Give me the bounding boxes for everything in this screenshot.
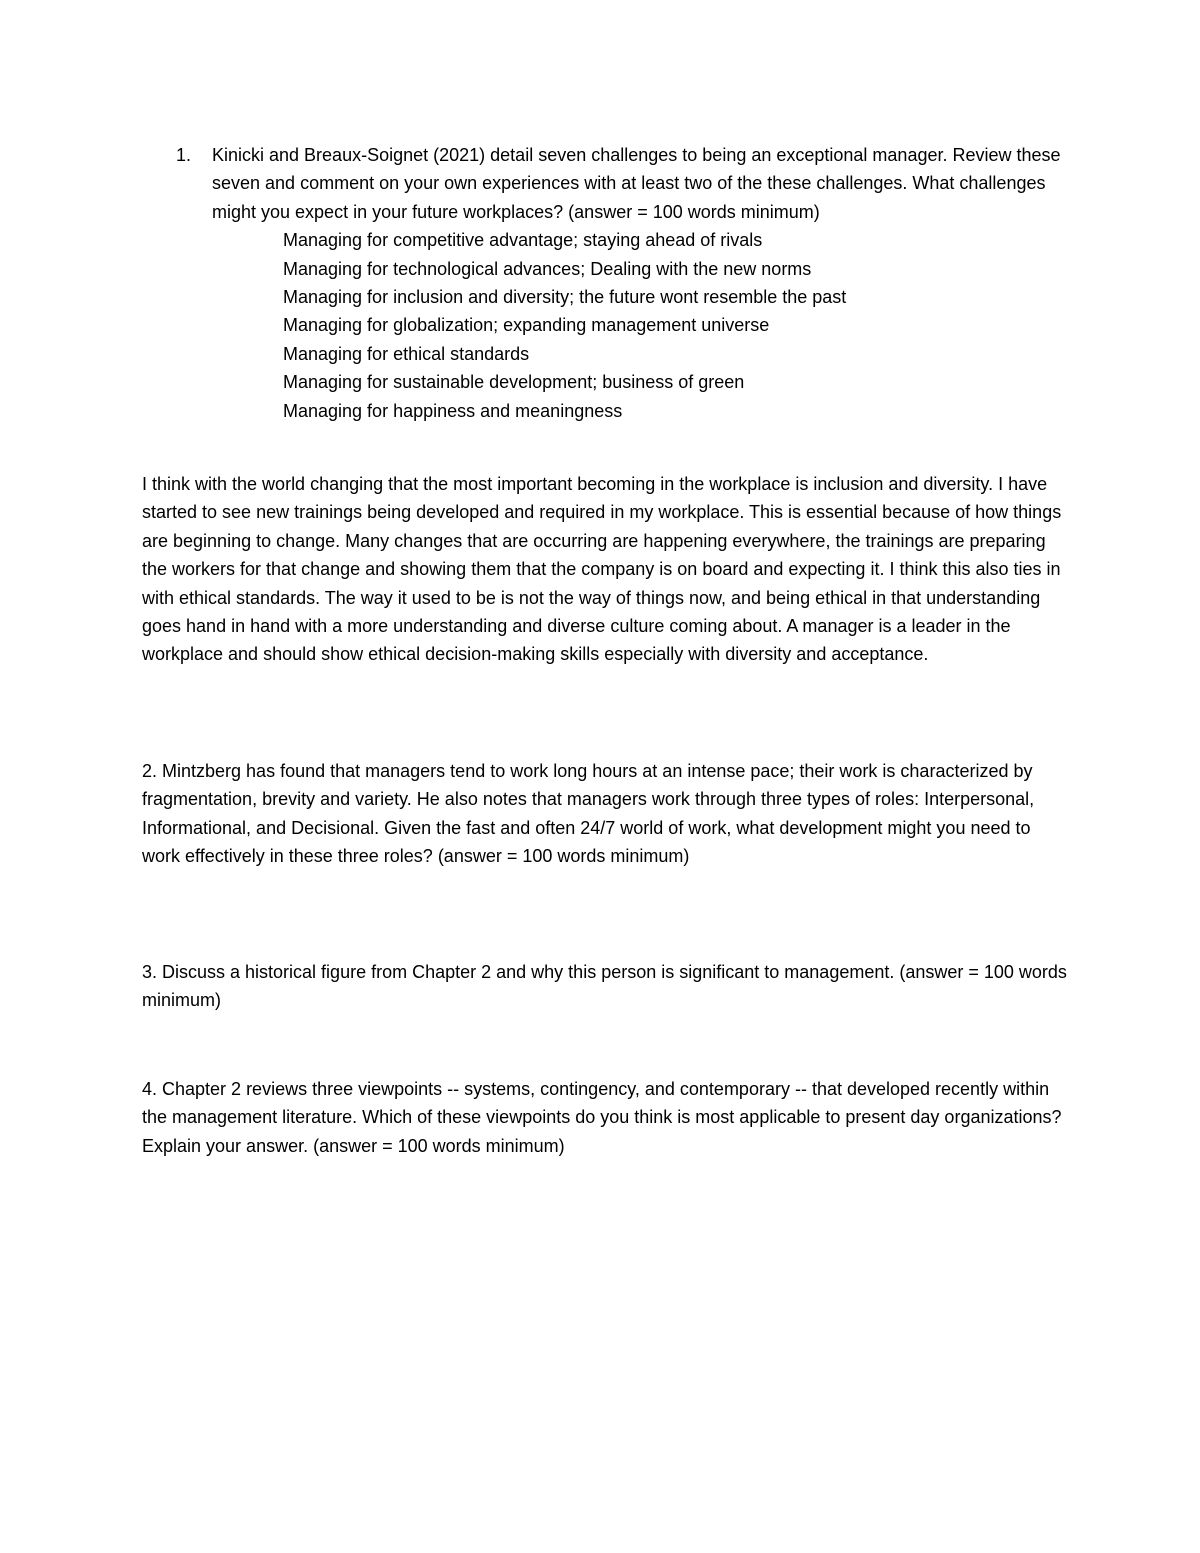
challenge-item: Managing for technological advances; Dealing with the new norms	[283, 258, 812, 279]
challenges-list	[142, 226, 1072, 425]
challenge-item: Managing for ethical standards	[283, 343, 530, 364]
challenge-item: Managing for sustainable development; business of green	[283, 372, 745, 393]
challenge-item: Managing for inclusion and diversity; the future wont resemble the past	[283, 287, 847, 308]
question-2: 2. Mintzberg has found that managers tend to work long hours at an intense pace; their work is characterized by fragmentation, brevity and variety. He also notes that managers work through three types of roles: Interpersonal, Informational, and Decisional. Given the fast and often 24/7 world of work, what development might you need to work effectively in these three roles? (answer = 100 words minimum)	[142, 761, 1035, 867]
question-4: 4. Chapter 2 reviews three viewpoints -- systems, contingency, and contemporary -- that developed recently within the management literature. Which of these viewpoints do you think is most applicable to present day organizations? Explain your answer. (answer = 100 words minimum)	[142, 1079, 1062, 1156]
question-3: 3. Discuss a historical figure from Chapter 2 and why this person is significant to management. (answer = 100 words minimum)	[142, 962, 1067, 1011]
answer-1-paragraph: I think with the world changing that the most important becoming in the workplace is inclusion and diversity. I have started to see new trainings being developed and required in my workplace. This is essential because of how things are beginning to change. Many changes that are occurring are happening everywhere, the trainings are preparing the workers for that change and showing them that the company is on board and expecting it. I think this also ties in with ethical standards. The way it used to be is not the way of things now, and being ethical in that understanding goes hand in hand with a more understanding and diverse culture coming about. A manager is a leader in the workplace and should show ethical decision-making skills especially with diversity and acceptance.	[142, 474, 1062, 665]
question-1	[142, 141, 1072, 425]
question-1-number: 1.	[176, 145, 192, 165]
question-1-text: Kinicki and Breaux-Soignet (2021) detail seven challenges to being an exceptional manager. Review these seven and comment on your own experiences with at least two of the these challenges. What challenges might you expect in your future workplaces? (answer = 100 words minimum)	[212, 145, 1061, 222]
challenge-item: Managing for competitive advantage; staying ahead of rivals	[283, 230, 763, 251]
challenge-item: Managing for globalization; expanding management universe	[283, 315, 770, 336]
challenge-item: Managing for happiness and meaningness	[283, 400, 623, 421]
question-1-row	[142, 141, 1072, 226]
